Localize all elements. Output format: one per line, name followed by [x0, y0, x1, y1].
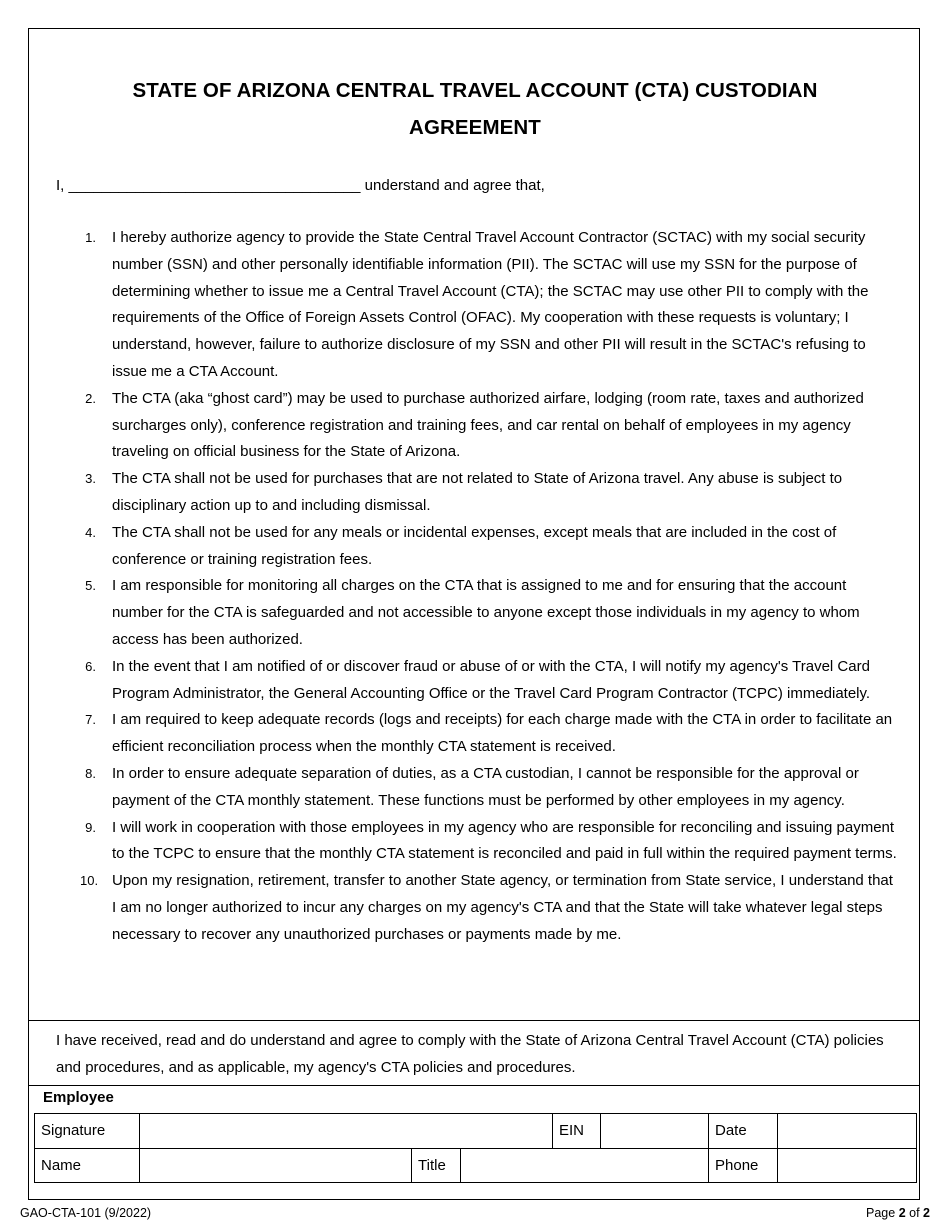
item-text: Upon my resignation, retirement, transfer to another State agency, or termination from State service, I understand that I am no longer authorized to incur any charges on my agency's CTA and that the State will take whatever legal steps necessary to recover any unauthorized purchases or payments made by me.: [112, 872, 893, 943]
list-item: [80, 466, 900, 520]
page-total: 2: [923, 1206, 930, 1220]
employee-signature-table: [34, 1113, 917, 1183]
item-number: 7.: [85, 712, 96, 728]
item-number: 3.: [85, 471, 96, 487]
item-number: 5.: [85, 578, 96, 594]
page-title: [0, 72, 950, 146]
title-label: Title: [412, 1149, 461, 1183]
title-line-2: AGREEMENT: [409, 116, 541, 139]
page-current: 2: [898, 1206, 906, 1220]
page-number: [866, 1206, 930, 1220]
title-line-1: STATE OF ARIZONA CENTRAL TRAVEL ACCOUNT (CTA) CUSTODIAN: [132, 79, 818, 102]
item-number: 6.: [85, 658, 96, 674]
name-field[interactable]: [140, 1148, 412, 1183]
name-label: Name: [35, 1148, 140, 1183]
item-text: The CTA shall not be used for any meals or incidental expenses, except meals that are included in the cost of conference or training registration fees.: [112, 523, 837, 568]
title-cell: [412, 1148, 709, 1183]
item-text: I am required to keep adequate records (logs and receipts) for each charge made with the CTA in order to facilitate an efficient reconciliation process when the monthly CTA statement is received.: [112, 711, 893, 756]
item-text: In the event that I am notified of or discover fraud or abuse of or with the CTA, I will notify my agency's Travel Card Program Administrator, the General Accounting Office or the Travel Card Program Contractor (TCPC) immediately.: [112, 657, 871, 702]
agreement-terms-list: [80, 225, 900, 949]
title-field[interactable]: [461, 1149, 708, 1183]
item-text: I am responsible for monitoring all charges on the CTA that is assigned to me and for ensuring that the account number for the CTA is safeguarded and not accessible to anyone except those individuals in my agency to whom access has been authorized.: [112, 577, 860, 648]
page-of: of: [909, 1206, 920, 1220]
employee-section-heading: Employee: [43, 1089, 114, 1106]
page-prefix: Page: [866, 1206, 896, 1220]
acknowledgement-text: I have received, read and do understand and agree to comply with the State of Arizona Central Travel Account (CTA) policies and procedures, and as applicable, my agency's CTA policies and procedures.: [56, 1032, 884, 1076]
list-item: [80, 761, 900, 815]
intro-statement: [56, 176, 545, 196]
list-item: [80, 868, 900, 948]
list-item: [80, 225, 900, 386]
item-text: The CTA (aka “ghost card”) may be used to purchase authorized airfare, lodging (room rate, taxes and authorized surcharges only), conference registration and training fees, and car rental on behalf of employees in my agency traveling on official business for the State of Arizona.: [112, 389, 864, 461]
item-number: 8.: [85, 765, 96, 781]
item-number: 10.: [80, 873, 99, 889]
item-number: 2.: [85, 390, 96, 406]
item-number: 4.: [85, 524, 96, 540]
signature-field[interactable]: [140, 1114, 553, 1149]
signature-label: Signature: [35, 1114, 140, 1149]
form-identifier: GAO-CTA-101 (9/2022): [20, 1206, 152, 1220]
list-item: [80, 573, 900, 653]
employee-name-blank[interactable]: ___________________________________: [68, 177, 361, 194]
item-number: 1.: [85, 230, 96, 245]
date-field[interactable]: [778, 1114, 917, 1149]
intro-suffix: understand and agree that,: [364, 177, 545, 194]
list-item: [80, 520, 900, 574]
item-text: The CTA shall not be used for purchases that are not related to State of Arizona travel. Any abuse is subject to disciplinary action up to and including dismissal.: [112, 470, 843, 514]
item-text: In order to ensure adequate separation of duties, as a CTA custodian, I cannot be responsible for the approval or payment of the CTA monthly statement. These functions must be performed by other employees in my agency.: [112, 764, 859, 809]
list-item: [80, 386, 900, 466]
ein-field[interactable]: [601, 1114, 709, 1149]
item-number: 9.: [85, 819, 96, 835]
list-item: [80, 815, 900, 869]
ein-label: EIN: [553, 1114, 601, 1149]
phone-label: Phone: [709, 1148, 778, 1183]
item-text: I hereby authorize agency to provide the State Central Travel Account Contractor (SCTAC) with my social security number (SSN) and other personally identifiable information (PII). The SCTAC will use my SSN for the purpose of determining whether to issue me a Central Travel Account (CTA); the SCTAC may use other PII to comply with the requirements of the Office of Foreign Assets Control (OFAC). My cooperation with these requests is voluntary; I understand, however, failure to authorize disclosure of my SSN and other PII will result in the SCTAC's refusing to issue me a CTA Account.: [112, 229, 869, 380]
item-text: I will work in cooperation with those employees in my agency who are responsible for reconciling and issuing payment to the TCPC to ensure that the monthly CTA statement is reconciled and paid in full within the required payment terms.: [112, 818, 897, 863]
list-item: [80, 654, 900, 708]
intro-prefix: I,: [56, 177, 65, 194]
list-item: [80, 707, 900, 761]
date-label: Date: [709, 1114, 778, 1149]
phone-field[interactable]: [778, 1148, 917, 1183]
